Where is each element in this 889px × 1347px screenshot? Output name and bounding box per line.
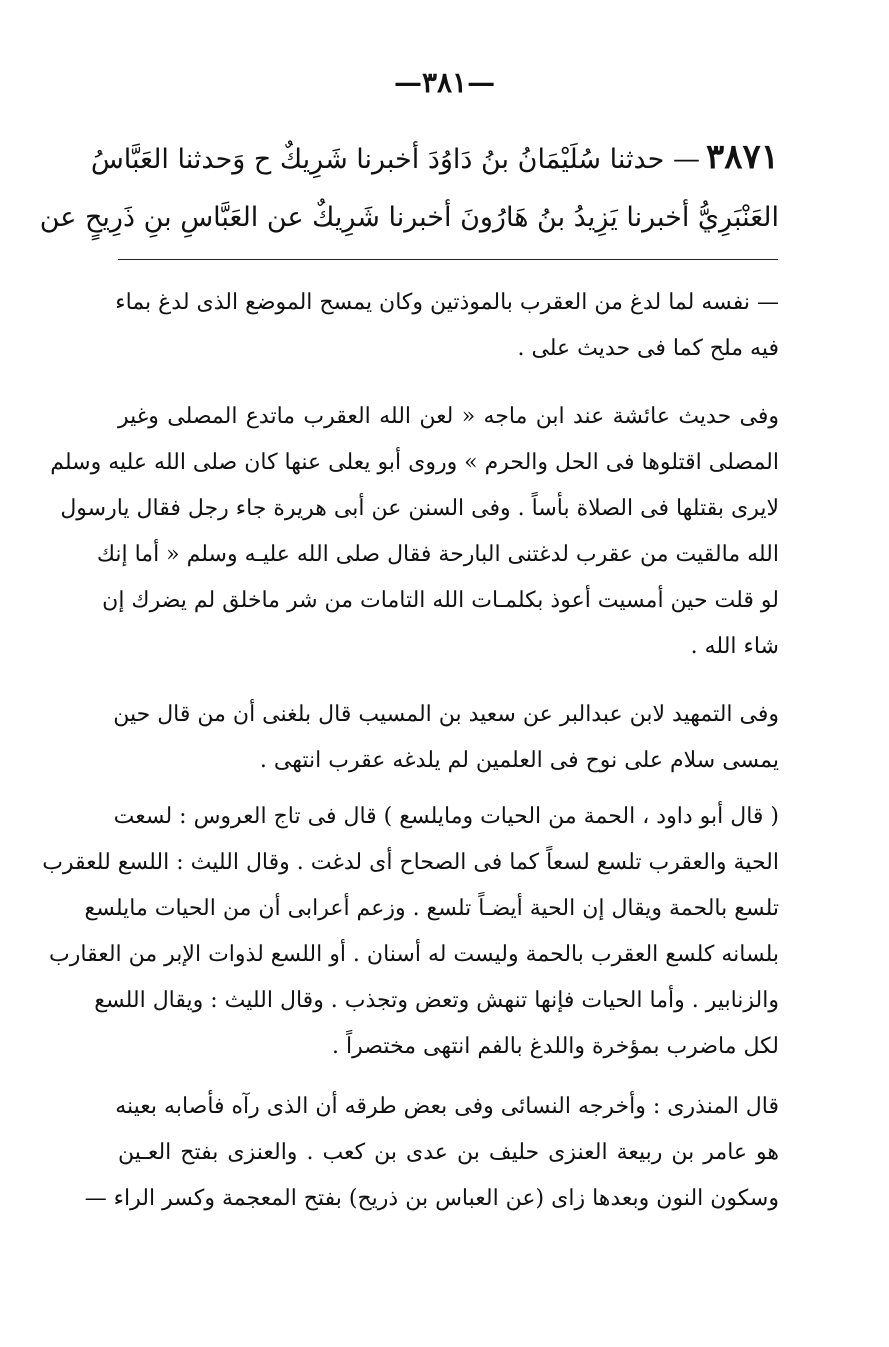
- page-number: —٣٨١—: [393, 66, 496, 99]
- hadith-line: [90, 128, 779, 189]
- commentary-line: وفى حديث عائشة عند ابن ماجه « لعن الله العقرب ماتدع المصلى وغير: [118, 404, 779, 429]
- commentary-line: الحية والعقرب تلسع لسعاً كما فى الصحاح أى لدغت . وقال الليث : اللسع للعقرب: [42, 850, 779, 875]
- hadith-line-text: — حدثنا سُلَيْمَانُ بنُ دَاوُدَ أخبرنا شَرِيكٌ ح وَحدثنا العَبَّاسُ: [90, 144, 700, 175]
- hadith-text: [39, 128, 779, 247]
- commentary-line: — نفسه لما لدغ من العقرب بالموذتين وكان يمسح الموضع الذى لدغ بماء: [115, 290, 779, 315]
- commentary-paragraph: [113, 692, 779, 784]
- commentary-line: وسكون النون وبعدها زاى (عن العباس بن ذريح) بفتح المعجمة وكسر الراء —: [84, 1186, 779, 1211]
- commentary-line: لكل ماضرب بمؤخرة واللدغ بالفم انتهى مختصراً .: [332, 1034, 779, 1059]
- commentary-line: بلسانه كلسع العقرب بالحمة وليست له أسنان . أو اللسع لذوات الإبر من العقارب: [49, 942, 779, 967]
- commentary-line: لايرى بقتلها فى الصلاة بأساً . وفى السنن عن أبى هريرة جاء رجل فقال يارسول: [60, 496, 779, 521]
- commentary-line: تلسع بالحمة ويقال إن الحية أيضـاً تلسع . وزعم أعرابى أن من الحيات مايلسع: [84, 896, 779, 921]
- commentary-line: لو قلت حين أمسيت أعوذ بكلمـات الله التامات من شر ماخلق لم يضرك إن: [102, 588, 779, 613]
- commentary-paragraph: [84, 1084, 780, 1222]
- hadith-number: ٣٨٧١: [705, 137, 779, 177]
- commentary-paragraph: [50, 394, 779, 670]
- commentary-line: وفى التمهيد لابن عبدالبر عن سعيد بن المسيب قال بلغنى أن من قال حين: [113, 702, 779, 727]
- commentary-paragraph: [115, 280, 779, 372]
- commentary-line: ( قال أبو داود ، الحمة من الحيات ومايلسع ) قال فى تاج العروس : لسعت: [113, 804, 779, 829]
- commentary-line: شاء الله .: [690, 634, 779, 659]
- commentary-line: المصلى اقتلوها فى الحل والحرم » وروى أبو يعلى عنها كان صلى الله عليه وسلم: [50, 450, 779, 475]
- footnote-divider: [118, 259, 778, 260]
- commentary-line: فيه ملح كما فى حديث على .: [517, 336, 779, 361]
- commentary-line: يمسى سلام على نوح فى العلمين لم يلدغه عقرب انتهى .: [259, 748, 779, 773]
- commentary-line: قال المنذرى : وأخرجه النسائى وفى بعض طرقه أن الذى رآه فأصابه بعينه: [115, 1094, 779, 1119]
- commentary-paragraph: [42, 794, 779, 1070]
- hadith-line: العَنْبَرِيُّ أخبرنا يَزِيدُ بنُ هَارُونَ أخبرنا شَرِيكٌ عن العَبَّاسِ بنِ ذَرِيحٍ عن: [39, 202, 779, 233]
- commentary: [42, 280, 780, 1222]
- commentary-line: هو عامر بن ربيعة العنزى حليف بن عدى بن كعب . والعنزى بفتح العـين: [118, 1140, 780, 1165]
- commentary-line: والزنابير . وأما الحيات فإنها تنهش وتعض وتجذب . وقال الليث : ويقال اللسع: [94, 988, 779, 1013]
- commentary-line: الله مالقيت من عقرب لدغتنى البارحة فقال صلى الله عليـه وسلم « أما إنك: [96, 542, 779, 567]
